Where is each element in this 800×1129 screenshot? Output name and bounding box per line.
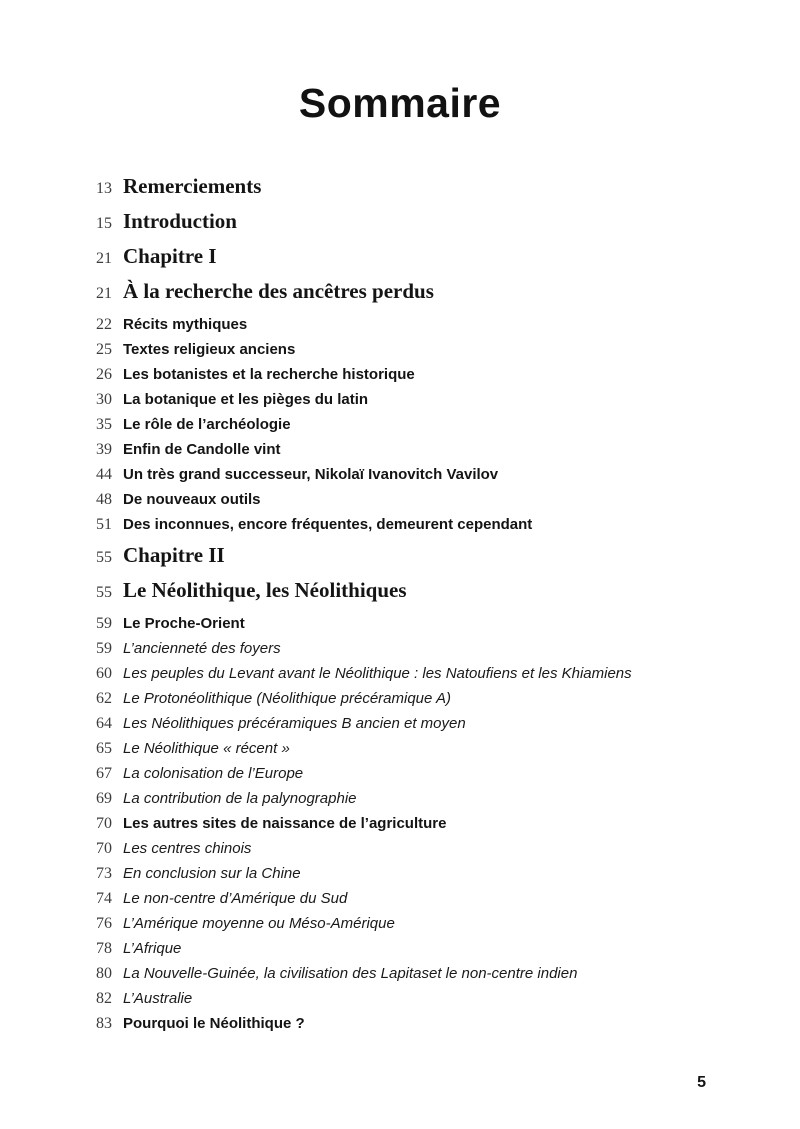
toc-entry-label: La Nouvelle-Guinée, la civilisation des Lapitaset le non-centre indien	[123, 965, 578, 982]
toc-entry-label: Les centres chinois	[123, 840, 252, 857]
toc-page-number: 55	[96, 584, 112, 601]
toc-page-number: 76	[96, 915, 112, 932]
toc-entry-label: Les Néolithiques précéramiques B ancien et moyen	[123, 715, 466, 732]
toc-entry	[0, 387, 800, 412]
toc-page-number: 64	[96, 715, 112, 732]
toc-list	[0, 168, 800, 1036]
toc-page-number: 62	[96, 690, 112, 707]
toc-entry-label: De nouveaux outils	[123, 491, 261, 508]
toc-entry-label: Pourquoi le Néolithique ?	[123, 1015, 305, 1032]
toc-entry	[0, 312, 800, 337]
toc-entry	[0, 761, 800, 786]
toc-entry	[0, 207, 800, 238]
toc-page-number: 15	[96, 215, 112, 232]
toc-entry	[0, 686, 800, 711]
toc-page-number: 26	[96, 366, 112, 383]
toc-entry-label: Introduction	[123, 209, 237, 233]
toc-page-number: 39	[96, 441, 112, 458]
toc-page-number: 78	[96, 940, 112, 957]
toc-entry-label: À la recherche des ancêtres perdus	[123, 279, 434, 303]
toc-entry-label: Le Protonéolithique (Néolithique précéramique A)	[123, 690, 451, 707]
toc-entry	[0, 576, 800, 607]
toc-page-number: 60	[96, 665, 112, 682]
toc-entry	[0, 986, 800, 1011]
toc-entry	[0, 811, 800, 836]
toc-entry-label: La contribution de la palynographie	[123, 790, 357, 807]
toc-entry-label: Un très grand successeur, Nikolaï Ivanovitch Vavilov	[123, 466, 499, 483]
toc-entry-label: Enfin de Candolle vint	[123, 441, 281, 458]
toc-entry	[0, 1011, 800, 1036]
toc-page-number: 70	[96, 815, 112, 832]
toc-page-number: 73	[96, 865, 112, 882]
toc-page-number: 25	[96, 341, 112, 358]
toc-entry	[0, 512, 800, 537]
toc-entry-label: Chapitre I	[123, 244, 217, 268]
toc-page-number: 55	[96, 549, 112, 566]
toc-entry	[0, 437, 800, 462]
toc-entry-label: Chapitre II	[123, 543, 225, 567]
toc-entry	[0, 961, 800, 986]
toc-entry-label: Le Néolithique « récent »	[123, 740, 290, 757]
toc-page-number: 74	[96, 890, 112, 907]
toc-page-number: 21	[96, 250, 112, 267]
toc-entry	[0, 487, 800, 512]
toc-page-number: 82	[96, 990, 112, 1007]
toc-entry-label: La colonisation de l’Europe	[123, 765, 304, 782]
toc-entry	[0, 462, 800, 487]
toc-entry	[0, 886, 800, 911]
toc-entry-label: Le Proche-Orient	[123, 615, 245, 632]
toc-entry	[0, 172, 800, 203]
toc-entry-label: Récits mythiques	[123, 316, 248, 333]
toc-entry-label: Le non-centre d’Amérique du Sud	[123, 890, 348, 907]
page-title: Sommaire	[298, 80, 502, 126]
footer-page-number: 5	[697, 1074, 706, 1091]
toc-entry	[0, 836, 800, 861]
toc-entry	[0, 911, 800, 936]
toc-entry-label: Remerciements	[123, 174, 262, 198]
toc-page-number: 48	[96, 491, 112, 508]
toc-page-number: 13	[96, 180, 112, 197]
toc-entry	[0, 412, 800, 437]
toc-entry-label: Les botanistes et la recherche historique	[123, 366, 415, 383]
toc-entry-label: En conclusion sur la Chine	[123, 865, 301, 882]
toc-page-number: 59	[96, 615, 112, 632]
toc-entry	[0, 611, 800, 636]
toc-entry-label: Les peuples du Levant avant le Néolithique : les Natoufiens et les Khiamiens	[123, 665, 632, 682]
toc-page-number: 22	[96, 316, 112, 333]
toc-page-number: 30	[96, 391, 112, 408]
toc-entry	[0, 242, 800, 273]
toc-entry-label: Les autres sites de naissance de l’agriculture	[123, 815, 447, 832]
toc-page-number: 83	[96, 1015, 112, 1032]
toc-page-number: 44	[96, 466, 112, 483]
toc-entry-label: Le Néolithique, les Néolithiques	[123, 578, 407, 602]
toc-page-number: 65	[96, 740, 112, 757]
toc-entry	[0, 786, 800, 811]
toc-entry	[0, 736, 800, 761]
toc-entry-label: L’ancienneté des foyers	[123, 640, 281, 657]
toc-entry	[0, 636, 800, 661]
toc-page-number: 69	[96, 790, 112, 807]
toc-page-number: 67	[96, 765, 112, 782]
toc-entry-label: L’Australie	[123, 990, 193, 1007]
toc-entry	[0, 541, 800, 572]
toc-entry	[0, 861, 800, 886]
toc-page-number: 35	[96, 416, 112, 433]
toc-page-number: 51	[96, 516, 112, 533]
toc-entry-label: L’Amérique moyenne ou Méso-Amérique	[123, 915, 395, 932]
toc-entry	[0, 661, 800, 686]
toc-entry-label: Textes religieux anciens	[123, 341, 296, 358]
toc-entry-label: Le rôle de l’archéologie	[123, 416, 291, 433]
toc-entry	[0, 711, 800, 736]
toc-entry	[0, 362, 800, 387]
toc-entry-label: L’Afrique	[123, 940, 182, 957]
toc-entry-label: La botanique et les pièges du latin	[123, 391, 369, 408]
toc-entry-label: Des inconnues, encore fréquentes, demeurent cependant	[123, 516, 533, 533]
toc-page-number: 21	[96, 285, 112, 302]
toc-entry	[0, 337, 800, 362]
toc-page-number: 59	[96, 640, 112, 657]
toc-page-number: 80	[96, 965, 112, 982]
toc-page-number: 70	[96, 840, 112, 857]
toc-entry	[0, 936, 800, 961]
toc-entry	[0, 277, 800, 308]
